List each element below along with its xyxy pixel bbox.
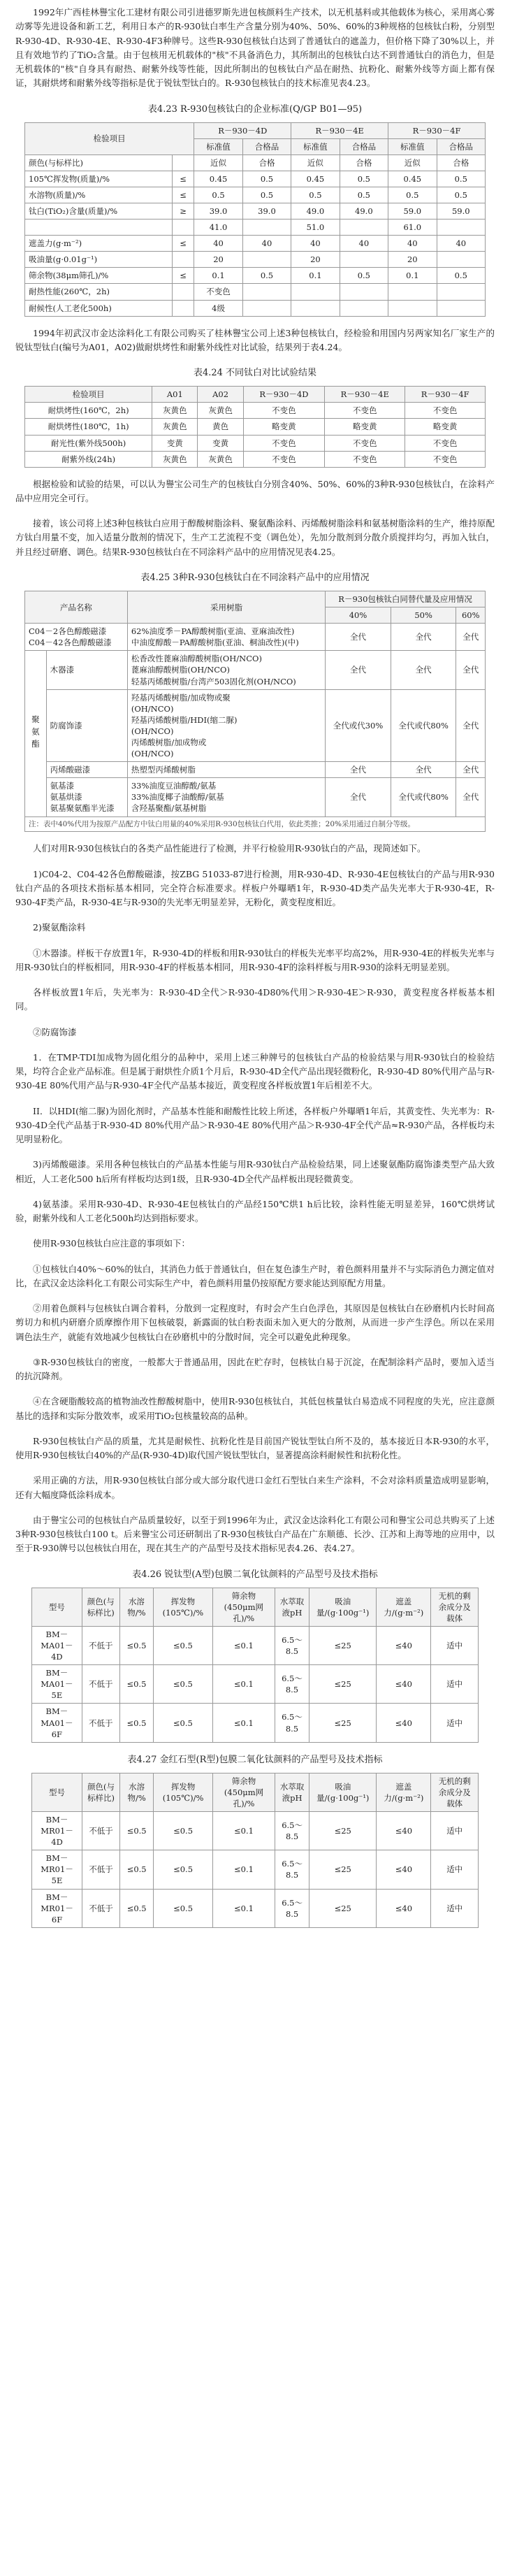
paragraph-12: II．以HDI(缩二脲)为固化剂时，产品基本性能和耐酸性比较上所述，各样板户外曝晒1年后，其黄变性、失光率为：R-930-4D全代产品基于R-930-4D 80%代用产品＞R-930-4E 80%代用产品＞R-930-4F全代产品≈R-930产品，各样板均未见明显粉化。 (15, 1105, 495, 1145)
table3-resin: 33%油度豆油醇酸/氨基 33%油度椰子油酸醇/氨基 含羟基聚酯/氨基树脂 (127, 778, 325, 816)
table5-row (32, 1850, 479, 1889)
table5-cell: ≤40 (377, 1812, 431, 1850)
table1-row-label: 钛白(TiO₂)含量(质量)/% (25, 203, 173, 220)
table1-row-operator (172, 154, 194, 171)
table1-cell: 39.0 (194, 203, 242, 220)
paragraph-11: 1．在TMP-TDI加成物为固化组分的品种中，采用上述三种牌号的包核钛白产品的检验结果与用R-930钛白的检验结果，均符合企业产品标准。但是属于耐烘性介质1个月后，R-930-4D全代产品出现轻微粉化，R-930-4D 80%代用产品与R-930-4E 80%代用产品与R-930-4F全代产品基本接近，黄变程度各样板放置1年后相差不大。 (15, 1051, 495, 1091)
table1-row (25, 268, 486, 284)
table4-cell: BM－MA01－6F (32, 1704, 82, 1742)
table1-cell (291, 300, 340, 316)
table2-cell: 略变黄 (405, 419, 486, 435)
table4-header-cell: 遮盖力/(g·m⁻²) (377, 1588, 431, 1626)
table1-cell: 0.45 (194, 171, 242, 187)
table5-body (32, 1812, 479, 1928)
table5-header-cell: 挥发物(105℃)/% (154, 1773, 213, 1811)
table5-cell: ≤0.1 (212, 1850, 275, 1889)
table5-header-cell: 颜色(与标样比) (82, 1773, 120, 1811)
table2-comparison (24, 386, 486, 467)
table2-header-cell: 检验项目 (25, 387, 152, 403)
table1-cell: 合格 (340, 154, 388, 171)
paragraph-13: 3)丙烯酸磁漆。采用各种包核钛白的产品基本性能与用R-930钛白产品检验结果，同上述聚氨酯防腐饰漆类型产品大致相近，人工老化500 h后所有样板均达到1级，且R-930-4D全代产品样板出现轻微黄变。 (15, 1159, 495, 1184)
table1-cell: 0.45 (291, 171, 340, 187)
table1-cell (340, 252, 388, 268)
table1-cell: 0.5 (242, 268, 291, 284)
table3-resin: 热塑型丙烯酸树脂 (127, 762, 325, 778)
table1-cell: 40 (340, 236, 388, 252)
table1-cell (291, 284, 340, 300)
table1-cell (242, 252, 291, 268)
table1-row (25, 300, 486, 316)
table1-cell (437, 300, 485, 316)
table2-cell: 黄色 (198, 419, 243, 435)
paragraph-19: ④在含硬脂酸较高的植物油改性醇酸树脂中，使用R-930包核钛白，其低包核量钛白易造成不同程度的失光，应注意颜基比的选择和实际分散效率，或采用TiO₂包核量较高的品种。 (15, 1396, 495, 1421)
table3-resin-header: 采用树脂 (127, 591, 325, 623)
table3-row (25, 689, 486, 762)
table1-cell: 39.0 (242, 203, 291, 220)
table4-body (32, 1626, 479, 1742)
table3-cell: 全代 (326, 762, 391, 778)
table2-cell: 变黄 (152, 435, 198, 451)
paragraph-3: 根据检验和试验的结果，可以认为譽宝公司生产的包核钛白分别含40%、50%、60%的3种R-930包核钛白，在涂料产品中应用完全可行。 (15, 478, 495, 503)
table5-header-cell: 遮盖力/(g·m⁻²) (377, 1773, 431, 1811)
table5-header-cell: 筛余物(450μm网孔)/% (212, 1773, 275, 1811)
table1-row-operator: ≤ (172, 268, 194, 284)
table1-cell (242, 220, 291, 236)
table1-cell (437, 220, 485, 236)
table2-header-cell: R－930－4D (243, 387, 324, 403)
table2-cell: 略变黄 (243, 419, 324, 435)
table2-cell: 灰黄色 (152, 419, 198, 435)
table3-product: 防腐饰漆 (46, 689, 127, 762)
table1-row-operator (172, 300, 194, 316)
table3-cell: 全代 (456, 624, 486, 651)
table4-cell: 6.5～8.5 (275, 1665, 309, 1704)
table5-cell: ≤0.5 (154, 1850, 213, 1889)
table3-body (25, 624, 486, 816)
table1-sub-header: 合格品 (242, 138, 291, 154)
table1-cell: 合格 (437, 154, 485, 171)
table1-cell: 4级 (194, 300, 242, 316)
table1-row-label: 吸油量(g·0.01g⁻¹) (25, 252, 173, 268)
table5-cell: ≤25 (309, 1850, 377, 1889)
table1-cell: 0.5 (242, 171, 291, 187)
table5-header-cell: 无机的剩余成分及载体 (431, 1773, 479, 1811)
table1-row (25, 154, 486, 171)
table2-cell: 灰黄色 (152, 403, 198, 419)
table1-row (25, 203, 486, 220)
table1-cell: 近似 (194, 154, 242, 171)
table1-cell: 0.45 (388, 171, 437, 187)
table4-cell: 不低于 (82, 1665, 119, 1704)
table5-cell: ≤40 (377, 1889, 431, 1927)
table5-header-cell: 型号 (32, 1773, 82, 1811)
table4-caption: 表4.26 锐钛型(A型)包膜二氧化钛颜料的产品型号及技术指标 (132, 1569, 378, 1580)
table5-cell: ≤25 (309, 1812, 377, 1850)
table2-cell: 灰黄色 (198, 403, 243, 419)
table1-cell (388, 300, 437, 316)
table1-row-operator: ≥ (172, 203, 194, 220)
table1-cell: 49.0 (291, 203, 340, 220)
table2-cell: 变黄 (198, 435, 243, 451)
table5-row (32, 1812, 479, 1850)
table3-cell: 全代 (326, 624, 391, 651)
paragraph-8: ①木器漆。样板干存放置1年，R-930-4D的样板和用R-930钛白的样板失光率平均高2%，用R-930-4E的样板失光率与用R-930钛白的样板相同，用R-930-4F的样板基本相同，用R-930-4F的涂料样板与用R-930的涂料无明显差别。 (15, 947, 495, 972)
table2-cell: 不变色 (325, 435, 405, 451)
table1-row-label: 105℃挥发物(质量)/% (25, 171, 173, 187)
table5-cell: ≤40 (377, 1850, 431, 1889)
table1-row-label: 遮盖力(g·m⁻²) (25, 236, 173, 252)
table4-header-cell: 吸油量/(g·100g⁻¹) (309, 1588, 376, 1626)
table4-cell: ≤0.5 (154, 1665, 213, 1704)
table3-cell: 全代 (326, 778, 391, 816)
table4-header-cell: 型号 (32, 1588, 82, 1626)
table1-sub-header: 标准值 (194, 138, 242, 154)
table5-cell: ≤25 (309, 1889, 377, 1927)
table2-cell: 不变色 (243, 451, 324, 467)
table3-product-header: 产品名称 (25, 591, 128, 623)
table5-header-cell: 水溶物/% (120, 1773, 154, 1811)
table5-cell: BM－MR01－5E (32, 1850, 82, 1889)
table4-cell: BM－MA01－4D (32, 1626, 82, 1664)
paragraph-15: 使用R-930包核钛白应注意的事项如下： (33, 1238, 190, 1249)
table4-cell: 适中 (431, 1665, 479, 1704)
table1-cell (340, 300, 388, 316)
table1-cell: 0.1 (291, 268, 340, 284)
table4-cell: ≤0.1 (212, 1626, 275, 1664)
table2-cell: 灰黄色 (152, 451, 198, 467)
paragraph-16: ①包核钛白40%～60%的钛白，其消色力低于普通钛白，但在复色漆生产时，着色颜料用量并不与实际消色力测定值对比，在武汉金达涂料化工有限公司实际生产中，着色颜料用量仍按原配方要求能达到原配方用量。 (15, 1263, 495, 1288)
table1-cell: 0.1 (194, 268, 242, 284)
table5-cell: ≤0.1 (212, 1812, 275, 1850)
table1-row (25, 284, 486, 300)
table3-product: C04－2各色醇酸磁漆 C04－42各色醇酸磁漆 (25, 624, 128, 651)
table2-row (25, 451, 486, 467)
table4-cell: ≤0.5 (119, 1704, 153, 1742)
table4-cell: 不低于 (82, 1704, 119, 1742)
table1-sub-header: 合格品 (340, 138, 388, 154)
table2-caption: 表4.24 不同钛白对比试验结果 (193, 368, 317, 379)
table4-header-cell: 筛余物(450μm网孔)/% (212, 1588, 275, 1626)
table1-cell (340, 284, 388, 300)
table5-cell: 6.5～8.5 (275, 1889, 309, 1927)
table3-cell: 全代 (391, 762, 456, 778)
table5-cell: 6.5～8.5 (275, 1812, 309, 1850)
table4-cell: ≤40 (377, 1626, 431, 1664)
table5-cell: 不低于 (82, 1850, 120, 1889)
paragraph-9: 各样板放置1年后，失光率为：R-930-4D全代＞R-930-4D80%代用＞R-930-4E＞R-930，黄变程度各样板基本相同。 (15, 987, 495, 1012)
table1-cell: 59.0 (388, 203, 437, 220)
table3-cell: 全代或代30% (326, 689, 391, 762)
table1-cell: 0.5 (388, 187, 437, 203)
section-heading-polyurethane: 2)聚氨酯涂料 (33, 922, 86, 933)
table5-cell: ≤0.1 (212, 1889, 275, 1927)
table5-row (32, 1889, 479, 1927)
table2-cell: 不变色 (325, 451, 405, 467)
table4-header-cell: 无机的剩余成分及载体 (431, 1588, 479, 1626)
table3-cell: 全代或代80% (391, 689, 456, 762)
table1-body (25, 154, 486, 316)
table2-cell: 耐烘烤性(160℃，2h) (25, 403, 152, 419)
table1-cell: 0.5 (340, 171, 388, 187)
table3-cell: 全代 (326, 651, 391, 689)
table1-row-label: 耐热性能(260℃，2h) (25, 284, 173, 300)
table1-cell: 20 (291, 252, 340, 268)
table3-caption: 表4.25 3种R-930包核钛白在不同涂料产品中的应用情况 (140, 572, 370, 583)
table3-resin: 62%油度季－PA醇酸树脂(亚油、亚麻油改性) 中油度醇酸－PA醇酸树脂(亚油、桐油改性)(中) (127, 624, 325, 651)
table5-cell: ≤0.5 (120, 1850, 154, 1889)
table4-cell: ≤25 (309, 1665, 376, 1704)
table1-cell: 41.0 (194, 220, 242, 236)
table3-resin: 羟基丙烯酸树脂/加成物或聚 (OH/NCO) 羟基丙烯酸树脂/HDI(缩二脲) (OH/NCO) 丙烯酸树脂/加成物或 (OH/NCO) (127, 689, 325, 762)
paragraph-5: 人们对用R-930包核钛白的各类产品性能进行了检测，并平行检验用R-930钛白的产品，现简述如下。 (33, 843, 426, 854)
table3-row (25, 762, 486, 778)
paragraph-18: ③R-930包核钛白的密度，一般都大于普通品用，因此在贮存时，包核钛白易于沉淀，在配制涂料产品时，要加入适当的抗沉降剂。 (15, 1356, 495, 1382)
table2-header-cell: A01 (152, 387, 198, 403)
table1-cell: 0.5 (340, 187, 388, 203)
table3-product: 木器漆 (46, 651, 127, 689)
table4-header-row (32, 1588, 479, 1626)
table3-cell: 全代 (391, 624, 456, 651)
paragraph-2: 1994年初武汉市金达涂料化工有限公司购买了桂林譽宝公司上述3种包核钛白，经检验和用国内另两家知名厂家生产的锐钛型钛白(编号为A01，A02)做耐烘烤性和耐紫外线性对比试验，结果列于表4.24。 (15, 327, 495, 352)
table1-cell: 20 (194, 252, 242, 268)
table1-sub-header: 合格品 (437, 138, 485, 154)
table3-note: 注：表中40%代用为按原产品配方中钛白用量的40%采用R-930包核钛白代用，依此类推；20%采用通过自制分等级。 (25, 816, 486, 832)
table4-header-cell: 颜色(与标样比) (82, 1588, 119, 1626)
table1-group-header: R－930－4D (194, 122, 291, 138)
table1-cell: 40 (437, 236, 485, 252)
table5-cell: ≤0.5 (120, 1812, 154, 1850)
table1-cell: 61.0 (388, 220, 437, 236)
table1-corner: 检验项目 (25, 122, 194, 154)
table1-row-label: 颜色(与标样比) (25, 154, 173, 171)
table4-anatase (31, 1588, 479, 1743)
table3-cell: 全代 (456, 651, 486, 689)
table1-cell (340, 220, 388, 236)
table5-cell: ≤0.5 (154, 1812, 213, 1850)
table1-cell (242, 300, 291, 316)
table1-row-operator: ≤ (172, 187, 194, 203)
table4-cell: ≤25 (309, 1704, 376, 1742)
table1-cell (242, 284, 291, 300)
table4-row (32, 1665, 479, 1704)
table1-cell: 0.5 (194, 187, 242, 203)
table2-cell: 略变黄 (325, 419, 405, 435)
table1-cell: 0.5 (242, 187, 291, 203)
table2-cell: 不变色 (243, 435, 324, 451)
table2-header-cell: R－930－4E (325, 387, 405, 403)
table4-header-cell: 水溶物/% (119, 1588, 153, 1626)
table1-cell (437, 252, 485, 268)
table1-row-label: 筛余物(38μm筛孔)/% (25, 268, 173, 284)
table1-row (25, 171, 486, 187)
table1-cell: 20 (388, 252, 437, 268)
table1-cell: 0.5 (437, 171, 485, 187)
table5-caption: 表4.27 金红石型(R型)包膜二氧化钛颜料的产品型号及技术指标 (127, 1754, 383, 1765)
table3-cell: 全代 (456, 762, 486, 778)
table3-product: 氨基漆 氨基烘漆 氨基聚氨酯半光漆 (46, 778, 127, 816)
table1-cell: 0.5 (437, 187, 485, 203)
table5-cell: 适中 (431, 1812, 479, 1850)
table4-header-cell: 水萃取液pH (275, 1588, 309, 1626)
table4-cell: 6.5～8.5 (275, 1626, 309, 1664)
table3-category: 聚氨酯 (25, 651, 47, 816)
table5-cell: ≤0.5 (120, 1889, 154, 1927)
table1-caption: 表4.23 R-930包核钛白的企业标准(Q/GP B01—95) (147, 103, 363, 115)
table4-cell: ≤0.1 (212, 1704, 275, 1742)
paragraph-6: 1)C04-2、C04-42各色醇酸磁漆，按ZBG 51033-87进行检测，用R-930-4D、R-930-4E包核钛白的产品与用R-930钛白产品的各项技术指标基本相同，完全符合标准要求。样板户外曝晒1年，R-930-4D类产品失光率大于R-930-4E，R-930-4F类产品，R-930-4E与R-930的失光率无明显差异，无粉化，黄变程度相近。 (15, 868, 495, 908)
table1-cell: 40 (194, 236, 242, 252)
table1-row-operator: ≤ (172, 236, 194, 252)
table1-sub-header: 标准值 (291, 138, 340, 154)
table1-cell: 0.1 (388, 268, 437, 284)
table5-header-row (32, 1773, 479, 1811)
table4-cell: ≤0.1 (212, 1665, 275, 1704)
table1-row-label: 耐候性(人工老化500h) (25, 300, 173, 316)
table2-row (25, 403, 486, 419)
table2-header-cell: A02 (198, 387, 243, 403)
table1-cell: 0.5 (291, 187, 340, 203)
table5-cell: 6.5～8.5 (275, 1850, 309, 1889)
table2-cell: 不变色 (405, 451, 486, 467)
table1-cell: 51.0 (291, 220, 340, 236)
table1-row-operator (172, 284, 194, 300)
section-heading-anticorrosion: ②防腐饰漆 (33, 1026, 77, 1037)
table1-cell: 49.0 (340, 203, 388, 220)
table4-cell: ≤25 (309, 1626, 376, 1664)
table5-header-cell: 吸油量/(g·100g⁻¹) (309, 1773, 377, 1811)
table3-pct-header: 60% (456, 607, 486, 624)
table4-cell: ≤0.5 (154, 1626, 213, 1664)
table4-cell: ≤0.5 (119, 1665, 153, 1704)
table3-cell: 全代 (456, 689, 486, 762)
table1-cell: 40 (291, 236, 340, 252)
table2-header-cell: R－930－4F (405, 387, 486, 403)
table2-row (25, 435, 486, 451)
table5-cell: ≤0.5 (154, 1889, 213, 1927)
table3-pct-header: 40% (326, 607, 391, 624)
table1-cell: 合格 (242, 154, 291, 171)
table1-row-operator (172, 252, 194, 268)
table5-cell: 不低于 (82, 1812, 120, 1850)
table2-row (25, 419, 486, 435)
table3-cell: 全代 (456, 778, 486, 816)
table3-cell: 全代 (391, 651, 456, 689)
table4-row (32, 1704, 479, 1742)
table1-row (25, 220, 486, 236)
table4-cell: 6.5～8.5 (275, 1704, 309, 1742)
table3-row (25, 778, 486, 816)
table3-group-header: R－930包核钛白同替代量及应用情况 (326, 591, 486, 607)
intro-paragraph: 1992年广西桂林譽宝化工建材有限公司引进德罗斯先进包核颜料生产技术，以无机基料或其他载体为核心，采用离心雾动雾等先进设备和新工艺，利用日本产的R-930钛白率生产含量分别为40%、50%、60%的3种规格的包核钛白粉，分别型R-930-4D、R-930-4E、R-930-4F3种牌号。这些R-930包核钛白达到了普通钛白的遮盖力，但价格下降了30%以上，并且有效地节约了TiO₂含量。由于包核用无机载体的"核"不具备消色力，其所制出的包核钛白达不到普通钛白的消色力，但是无机载体的"核"自身具有耐热、耐紫外线等性能，因此所制出的包核钛白产品在耐热、抗粉化、耐紫外线等方面上都有保证，其耐烘烤和耐紫外线等指标是优于锐钛型钛白的。R-930包核钛白的技术标准见表4.23。 (15, 7, 495, 89)
table1-cell: 0.5 (340, 268, 388, 284)
table2-cell: 耐光性(紫外线500h) (25, 435, 152, 451)
table1-row-operator (172, 220, 194, 236)
table4-cell: 适中 (431, 1704, 479, 1742)
table3-row (25, 624, 486, 651)
table5-rutile (31, 1773, 479, 1928)
table1-cell: 近似 (291, 154, 340, 171)
table5-cell: 适中 (431, 1889, 479, 1927)
table1-cell: 40 (242, 236, 291, 252)
table5-cell: BM－MR01－6F (32, 1889, 82, 1927)
table2-cell: 不变色 (243, 403, 324, 419)
table3-application (24, 591, 486, 832)
table1-cell: 0.5 (437, 268, 485, 284)
table3-pct-header: 50% (391, 607, 456, 624)
table2-cell: 不变色 (405, 403, 486, 419)
table4-cell: ≤0.5 (154, 1704, 213, 1742)
table4-cell: ≤40 (377, 1704, 431, 1742)
table4-row (32, 1626, 479, 1664)
table2-cell: 耐紫外线(24h) (25, 451, 152, 467)
table3-resin: 松香改性蓖麻油醇酸树脂(OH/NCO) 蓖麻油醇酸树脂(OH/NCO) 轻基丙烯酸树脂/台湾产503固化剂(OH/NCO) (127, 651, 325, 689)
paragraph-21: 采用正确的方法，用R-930包核钛白部分或大部分取代进口金红石型钛白来生产涂料，不会对涂料质量造成明显影响，还有大幅度降低涂料成本。 (15, 1475, 495, 1500)
table2-cell: 灰黄色 (198, 451, 243, 467)
table1-group-header: R－930－4E (291, 122, 388, 138)
table2-cell: 耐烘烤性(180℃，1h) (25, 419, 152, 435)
table1-cell (437, 284, 485, 300)
table4-cell: ≤0.5 (119, 1626, 153, 1664)
table1-row (25, 236, 486, 252)
paragraph-22: 由于譽宝公司的包核钛白产品质量较好，以至于到1996年为止，武汉金达涂料化工有限公司和譽宝公司总共购买了上述3种R-930包核钛白100 t。后来譽宝公司还研制出了R-930包核钛白产品在广东顺德、长沙、江苏和上海等地的应用中，以至于R-930牌号以包核钛白用在，现在其生产的产品型号及技术指标见表4.26、表4.27。 (15, 1514, 495, 1554)
table3-row (25, 651, 486, 689)
table1-row-label (25, 220, 173, 236)
table5-header-cell: 水萃取液pH (275, 1773, 309, 1811)
table2-cell: 不变色 (405, 435, 486, 451)
table4-cell: 适中 (431, 1626, 479, 1664)
table1-group-header: R－930－4F (388, 122, 486, 138)
paragraph-17: ②用着色颜料与包核钛白调合着料，分散到一定程度时，有时会产生白色浮色，其原因是包核钛白在砂磨机内长时间高剪切力和机内研磨介质摩擦作用下包核破裂，新露面的钛白粉表面未加入更大的分散剂，从而进一步产生浮色。所以在采用调色法生产，就能有效地减少包核钛白在砂磨机中的分散时间，完全可以避免此种现象。 (15, 1303, 495, 1342)
table2-cell: 不变色 (325, 403, 405, 419)
table1-row (25, 187, 486, 203)
table3-product: 丙烯酸磁漆 (46, 762, 127, 778)
table5-cell: BM－MR01－4D (32, 1812, 82, 1850)
table2-body (25, 403, 486, 467)
table1-cell: 59.0 (437, 203, 485, 220)
table1-row (25, 252, 486, 268)
paragraph-20: R-930包核钛白产品的质量，尤其是耐候性、抗粉化性是目前国产锐钛型钛白所不及的，基本接近日本R-930的水平，使用R-930包核钛白40%的产品(R-930-4D)取代国产锐钛型钛白，显著提高涂料耐候性和抗粉化性。 (15, 1435, 495, 1461)
table1-cell: 不变色 (194, 284, 242, 300)
table4-cell: BM－MA01－5E (32, 1665, 82, 1704)
table1-row-label: 水溶物(质量)/% (25, 187, 173, 203)
table4-cell: 不低于 (82, 1626, 119, 1664)
table1-cell: 40 (388, 236, 437, 252)
table1-sub-header: 标准值 (388, 138, 437, 154)
table4-cell: ≤40 (377, 1665, 431, 1704)
table1-cell (388, 284, 437, 300)
table1-enterprise-standard (24, 122, 486, 317)
table1-cell: 近似 (388, 154, 437, 171)
table5-cell: 不低于 (82, 1889, 120, 1927)
table5-cell: 适中 (431, 1850, 479, 1889)
table3-cell: 全代或代80% (391, 778, 456, 816)
table1-row-operator: ≤ (172, 171, 194, 187)
table4-header-cell: 挥发物(105℃)/% (154, 1588, 213, 1626)
table2-header-row (25, 387, 486, 403)
paragraph-4: 接着，该公司将上述3种包核钛白应用于醇酸树脂涂料、聚氨酯涂料、丙烯酸树脂涂料和氨基树脂涂料的生产，维持原配方钛白用量不变，加入适量分散剂的情况下，生产工艺流程不变（调色处），先加分散剂到分散介质搅拌均匀，再加入钛白，并且经过研磨、调色。结果R-930包核钛白在不同涂料产品中的应用情况见表4.25。 (15, 518, 495, 557)
paragraph-14: 4)氨基漆。采用R-930-4D、R-930-4E包核钛白的产品经150℃烘1 h后比较，涂料性能无明显差异，160℃烘烤试验，耐紫外线和人工老化500h均达到指标要求。 (15, 1198, 495, 1224)
